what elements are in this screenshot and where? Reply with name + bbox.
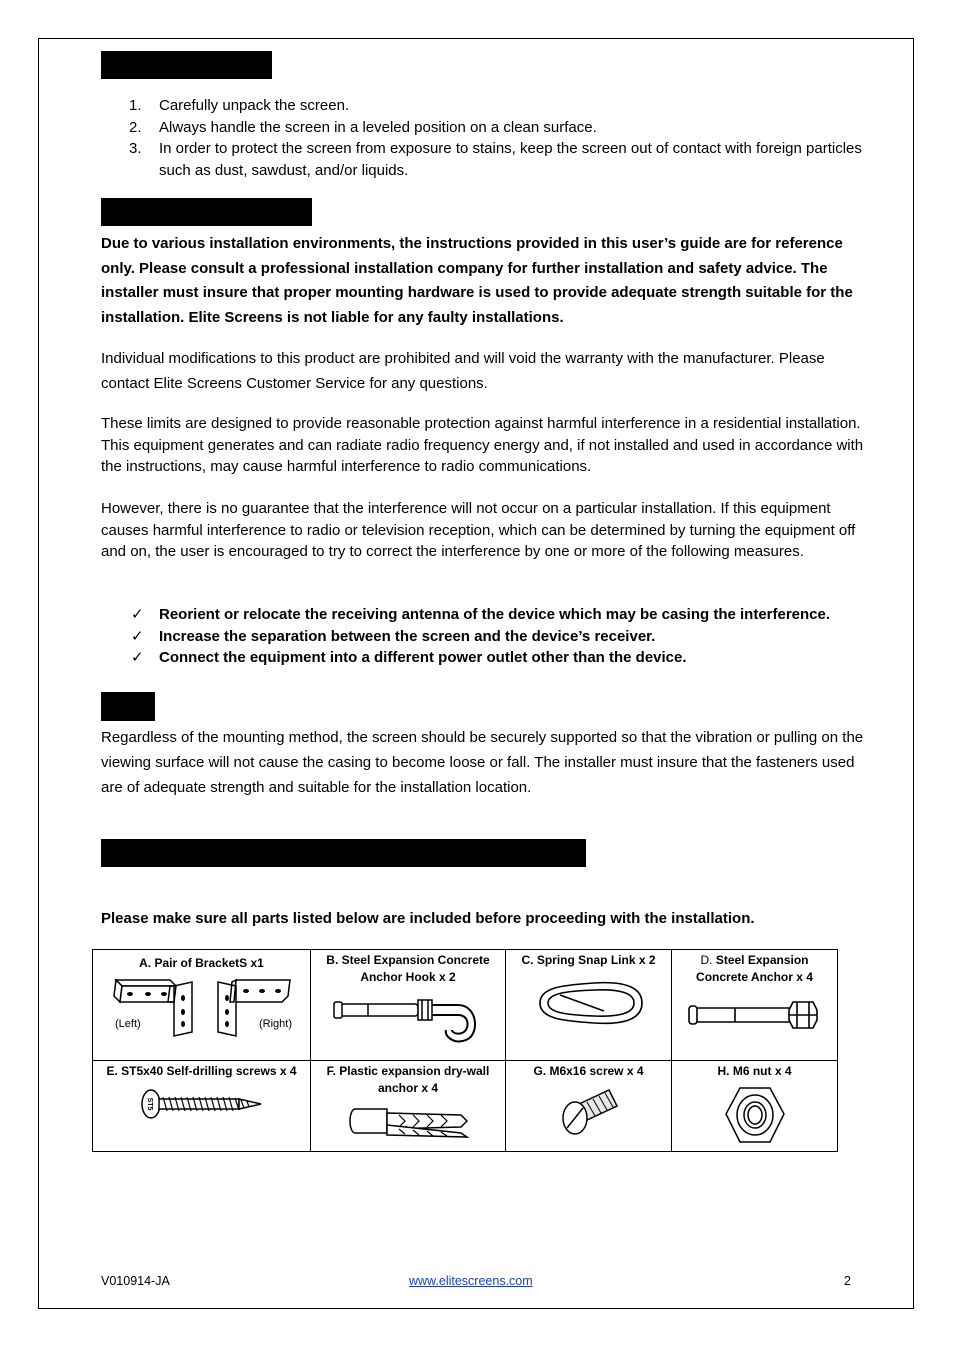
m6-nut-icon [720, 1084, 790, 1148]
list-item: 1. Carefully unpack the screen. [129, 97, 350, 114]
m6-screw-icon [549, 1084, 629, 1140]
snap-link-icon [524, 973, 654, 1033]
part-prefix: D. [700, 953, 713, 967]
measures-list [101, 604, 881, 669]
parts-table [92, 949, 838, 1152]
part-cell-c [506, 950, 672, 1061]
screw-head-mark: ST5 [145, 1097, 153, 1111]
part-label: G. M6x16 screw x 4 [533, 1064, 644, 1078]
caution-paragraph: Due to various installation environments, the instructions provided in this user’s guide are for reference only. Please consult a professional installation company for further installation and safety advice. The installer must insure that proper mounting hardware is used to provide adequate strength suitable for the installation. Elite Screens is not liable for any faulty installations. [101, 235, 853, 327]
part-cell-a [93, 950, 311, 1061]
heading-bar-handling [101, 51, 272, 79]
left-label: (Left) [115, 1018, 141, 1030]
part-cell-e [93, 1061, 311, 1152]
concrete-anchor-icon [685, 990, 825, 1040]
list-item: 3. In order to protect the screen from exposure to stains, keep the screen out of contact with foreign particles such as dust, sawdust, and/or liquids. [129, 140, 862, 179]
list-item: ✓ Increase the separation between the screen and the device’s receiver. [101, 626, 881, 648]
check-icon: ✓ [131, 627, 144, 645]
heading-bar-note [101, 692, 155, 721]
heading-bar-parts [101, 839, 586, 867]
guarantee-paragraph: However, there is no guarantee that the interference will not occur on a particular installation. If this equipment causes harmful interference to radio or television reception, which can be determined by turning the equipment off and on, the user is encouraged to try to correct the interference by one or more of the following measures. [101, 500, 856, 560]
footer-link-wrap [409, 1274, 533, 1288]
parts-intro: Please make sure all parts listed below are included before proceeding with the installation. [101, 910, 755, 927]
modification-paragraph: Individual modifications to this product are prohibited and will void the warranty with the manufacturer. Please contact Elite Screens Customer Service for any questions. [101, 350, 825, 392]
part-cell-f [311, 1061, 506, 1152]
drywall-anchor-icon [343, 1101, 473, 1143]
part-label: B. Steel Expansion Concrete Anchor Hook x 2 [326, 953, 490, 984]
website-link[interactable]: www.elitescreens.com [409, 1274, 533, 1288]
part-cell-b [311, 950, 506, 1061]
list-item: ✓ Reorient or relocate the receiving antenna of the device which may be casing the interference. [101, 604, 881, 626]
part-label: C. Spring Snap Link x 2 [521, 953, 656, 967]
part-cell-g [506, 1061, 672, 1152]
check-icon: ✓ [131, 649, 144, 666]
part-label: E. ST5x40 Self-drilling screws x 4 [106, 1064, 297, 1078]
list-item: 2. Always handle the screen in a leveled position on a clean surface. [129, 118, 597, 136]
heading-bar-caution [101, 198, 312, 226]
part-label: F. Plastic expansion dry-wall anchor x 4 [326, 1064, 490, 1095]
part-label: H. M6 nut x 4 [717, 1064, 792, 1078]
limits-paragraph: These limits are designed to provide reasonable protection against harmful interference in a residential installation. This equipment generates and can radiate radio frequency energy and, if not installed and used in accordance with the instructions, may cause harmful interference to radio communications. [101, 415, 864, 475]
right-label: (Right) [259, 1018, 293, 1030]
self-drilling-screw-icon [137, 1084, 267, 1124]
part-cell-h [672, 1061, 838, 1152]
part-label: A. Pair of BracketS x1 [139, 956, 264, 970]
page-number: 2 [844, 1274, 851, 1288]
mounting-paragraph: Regardless of the mounting method, the screen should be securely supported so that the vibration or pulling on the viewing surface will not cause the casing to become loose or fall. The installer must insure that the fasteners used are of adequate strength and suitable for the installation location. [101, 729, 864, 796]
check-icon: ✓ [131, 606, 144, 623]
part-label: Steel Expansion Concrete Anchor x 4 [696, 953, 813, 984]
document-code: V010914-JA [101, 1274, 170, 1288]
part-cell-d [672, 950, 838, 1061]
list-item: ✓ Connect the equipment into a different power outlet other than the device. [101, 647, 881, 669]
anchor-hook-icon [328, 990, 488, 1052]
handling-steps-list [101, 95, 871, 181]
